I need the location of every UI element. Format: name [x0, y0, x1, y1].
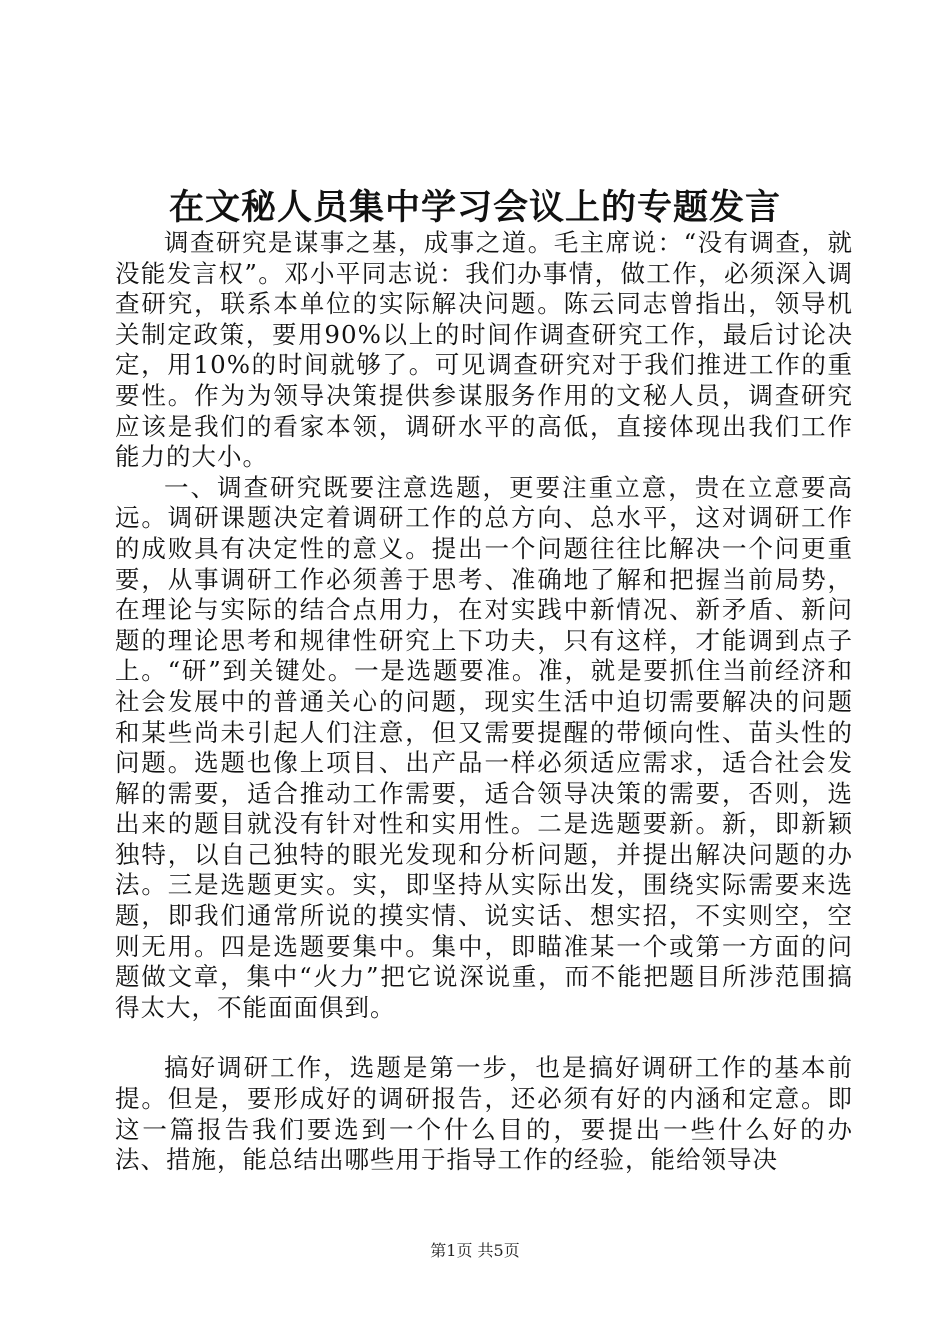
- paragraph-topic-selection: 搞好调研工作，选题是第一步，也是搞好调研工作的基本前提。但是，要形成好的调研报告，还必须有好的内涵和定意。即这一篇报告我们要选到一个什么目的，要提出一些什么好的办法、措施，能总结出哪些用于指导工作的经验，能给领导决: [115, 1053, 853, 1175]
- paragraph-intro: 调查研究是谋事之基，成事之道。毛主席说：“没有调查，就没能发言权”。邓小平同志说：我们办事情，做工作，必须深入调查研究，联系本单位的实际解决问题。陈云同志曾指出，领导机关制定政策，要用90%以上的时间作调查研究工作，最后讨论决定，用10%的时间就够了。可见调查研究对于我们推进工作的重要性。作为为领导决策提供参谋服务作用的文秘人员，调查研究应该是我们的看家本领，调研水平的高低，直接体现出我们工作能力的大小。: [115, 228, 853, 472]
- page-number: 第1页 共5页: [430, 1241, 520, 1260]
- page-title: 在文秘人员集中学习会议上的专题发言: [168, 187, 781, 228]
- document-body: [115, 228, 853, 1176]
- paragraph-section-one: 一、调查研究既要注意选题，更要注重立意，贵在立意要高远。调研课题决定着调研工作的总方向、总水平，这对调研工作的成败具有决定性的意义。提出一个问题往往比解决一个问更重要，从事调研工作必须善于思考、准确地了解和把握当前局势，在理论与实际的结合点用力，在对实践中新情况、新矛盾、新问题的理论思考和规律性研究上下功夫，只有这样，才能调到点子上。“研”到关键处。一是选题要准。准，就是要抓住当前经济和社会发展中的普通关心的问题，现实生活中迫切需要解决的问题和某些尚未引起人们注意，但又需要提醒的带倾向性、苗头性的问题。选题也像上项目、出产品一样必须适应需求，适合社会发解的需要，适合推动工作需要，适合领导决策的需要，否则，选出来的题目就没有针对性和实用性。二是选题要新。新，即新颖独特，以自己独特的眼光发现和分析问题，并提出解决问题的办法。三是选题更实。实，即坚持从实际出发，围绕实际需要来选题，即我们通常所说的摸实情、说实话、想实招，不实则空，空则无用。四是选题要集中。集中，即瞄准某一个或第一方面的问题做文章，集中“火力”把它说深说重，而不能把题目所涉范围搞得太大，不能面面俱到。: [115, 472, 853, 1022]
